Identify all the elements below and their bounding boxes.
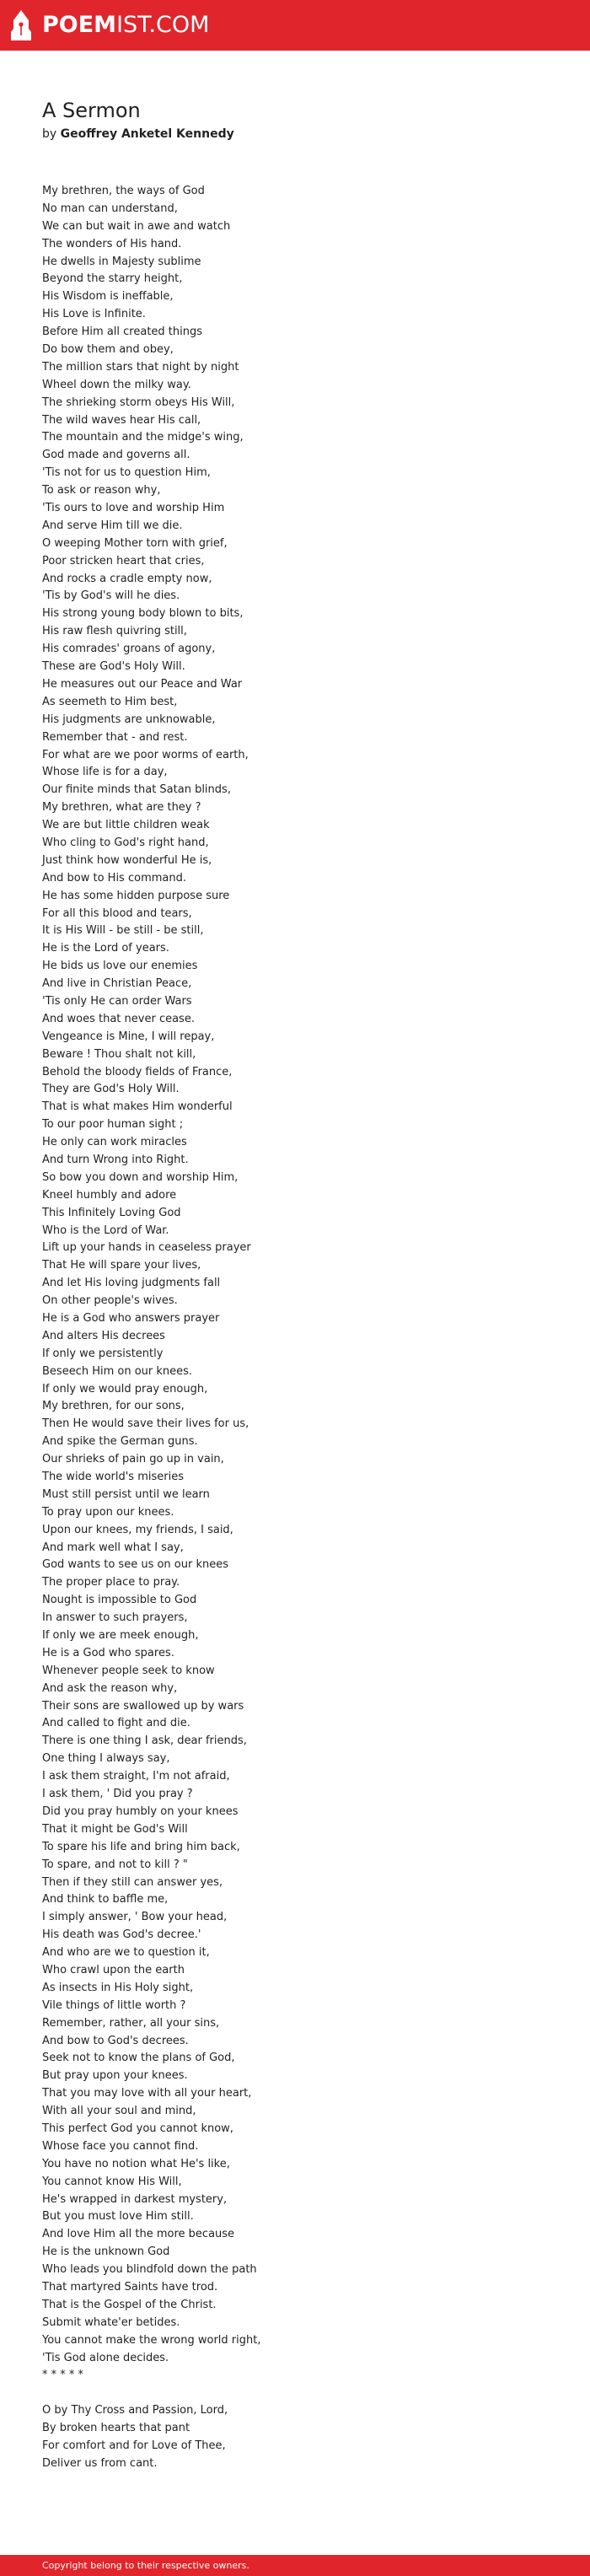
poem-line: 'Tis God alone decides.: [42, 2351, 169, 2364]
poem-line: Lift up your hands in ceaseless prayer: [42, 1241, 251, 1255]
poem-line: 'Tis not for us to question Him,: [42, 466, 211, 480]
poem-line: And let His loving judgments fall: [42, 1277, 221, 1290]
poem-line: O by Thy Cross and Passion, Lord,: [42, 2404, 228, 2417]
poem-line: Do bow them and obey,: [42, 343, 174, 357]
poem-line: His raw flesh quivring still,: [42, 625, 187, 638]
poem-line: Who leads you blindfold down the path: [42, 2263, 257, 2277]
poem-line: The wild waves hear His call,: [42, 413, 201, 427]
poem-line: And rocks a cradle empty now,: [42, 572, 212, 585]
poem-line: Vile things of little worth ?: [42, 1998, 186, 2012]
poem-line: Beseech Him on our knees.: [42, 1364, 193, 1378]
poem-line: Vengeance is Mine, I will repay,: [42, 1030, 215, 1043]
poem-line: But pray upon your knees.: [42, 2069, 188, 2083]
poem-line: Seek not to know the plans of God,: [42, 2052, 235, 2065]
poem-line: For what are we poor worms of earth,: [42, 748, 249, 761]
logo-wordmark-light: IST.COM: [116, 12, 210, 38]
poem-line: And woes that never cease.: [42, 1012, 195, 1025]
poem-line: That is what makes Him wonderful: [42, 1100, 233, 1114]
poem-line: I simply answer, ' Bow your head,: [42, 1911, 228, 1924]
poem-line: He bids us love our enemies: [42, 960, 198, 973]
poem-line: Who cling to God's right hand,: [42, 836, 209, 849]
poem-line: His Wisdom is ineffable,: [42, 290, 174, 304]
poem-line: That He will spare your lives,: [42, 1259, 201, 1272]
poem-line: And called to fight and die.: [42, 1717, 190, 1730]
poem-line: With all your soul and mind,: [42, 2105, 196, 2118]
poem-line: And spike the German guns.: [42, 1435, 198, 1449]
logo-wordmark: [42, 9, 209, 41]
poem-line: If only we persistently: [42, 1347, 164, 1360]
byline: [42, 126, 234, 143]
poem-line: I ask them, ' Did you pray ?: [42, 1788, 193, 1801]
site-logo[interactable]: [10, 9, 209, 41]
poem-line: And bow to His command.: [42, 871, 186, 885]
poem-line: That it might be God's Will: [42, 1822, 188, 1836]
poem-line: We can but wait in awe and watch: [42, 219, 231, 233]
poem-line: And alters His decrees: [42, 1329, 165, 1342]
poem-line: He is the unknown God: [42, 2245, 170, 2259]
logo-wordmark-bold: POEM: [42, 12, 117, 38]
pen-nib-icon: [10, 9, 32, 41]
poem-line: And ask the reason why,: [42, 1681, 178, 1695]
poem-line: That martyred Saints have trod.: [42, 2280, 218, 2294]
poem-line: For comfort and for Love of Thee,: [42, 2439, 226, 2452]
poem-line: And live in Christian Peace,: [42, 977, 192, 991]
poem-line: Remember, rather, all your sins,: [42, 2016, 220, 2030]
poem-line: His comrades' groans of agony,: [42, 643, 216, 656]
poem-line: He dwells in Majesty sublime: [42, 255, 201, 268]
poem-line: Whose face you cannot find.: [42, 2139, 199, 2153]
by-label: by: [42, 127, 57, 141]
poem-line: The wide world's miseries: [42, 1471, 184, 1484]
poem-line: His strong young body blown to bits,: [42, 607, 244, 621]
poem-line: Kneel humbly and adore: [42, 1188, 177, 1202]
poem-line: These are God's Holy Will.: [42, 660, 185, 674]
poem-body: [42, 183, 565, 2473]
poem-line: Did you pray humbly on your knees: [42, 1804, 239, 1818]
poem-line: He is a God who answers prayer: [42, 1312, 220, 1325]
poem-line: Just think how wonderful He is,: [42, 853, 212, 867]
poem-line: To ask or reason why,: [42, 484, 161, 497]
poem-line: You cannot make the wrong world right,: [42, 2333, 261, 2347]
poem-line: To pray upon our knees.: [42, 1505, 174, 1519]
poem-line: This perfect God you cannot know,: [42, 2122, 233, 2135]
poem-line: Beware ! Thou shalt not kill,: [42, 1047, 196, 1061]
poem-line: He measures out our Peace and War: [42, 677, 243, 691]
poem-line: Submit whate'er betides.: [42, 2315, 180, 2329]
poem-line: God made and governs all.: [42, 449, 190, 462]
poem-line: He only can work miracles: [42, 1136, 187, 1149]
poem-line: By broken hearts that pant: [42, 2422, 190, 2435]
poem-line: And serve Him till we die.: [42, 519, 183, 532]
author-link[interactable]: Geoffrey Anketel Kennedy: [60, 127, 234, 141]
stanza-break: [42, 2385, 565, 2402]
poem-line: Poor stricken heart that cries,: [42, 554, 205, 567]
poem-line: Then if they still can answer yes,: [42, 1875, 223, 1889]
poem-line: As insects in His Holy sight,: [42, 1981, 194, 1994]
poem-line: Who crawl upon the earth: [42, 1963, 185, 1976]
poem-line: Our shrieks of pain go up in vain,: [42, 1453, 224, 1466]
poem-line: In answer to such prayers,: [42, 1611, 188, 1625]
poem-line: And think to baffle me,: [42, 1893, 169, 1906]
poem-line: There is one thing I ask, dear friends,: [42, 1734, 247, 1748]
poem-line: My brethren, what are they ?: [42, 801, 201, 815]
site-footer: [0, 2555, 590, 2576]
poem-line: Upon our knees, my friends, I said,: [42, 1523, 233, 1536]
poem-line: * * * * *: [42, 2369, 84, 2382]
poem-line: To spare his life and bring him back,: [42, 1840, 240, 1853]
poem-line: The million stars that night by night: [42, 360, 239, 374]
poem-line: If only we would pray enough,: [42, 1382, 208, 1396]
poem-line: Beyond the starry height,: [42, 272, 183, 286]
poem-line: That you may love with all your heart,: [42, 2087, 252, 2100]
poem-line: He is a God who spares.: [42, 1646, 174, 1659]
poem-line: 'Tis by God's will he dies.: [42, 589, 180, 603]
poem-line: Who is the Lord of War.: [42, 1223, 169, 1237]
poem-line: Then He would save their lives for us,: [42, 1417, 249, 1431]
poem-line: No man can understand,: [42, 202, 178, 215]
poem-line: Whenever people seek to know: [42, 1664, 215, 1677]
poem-line: Before Him all created things: [42, 325, 203, 339]
poem-line: But you must love Him still.: [42, 2210, 194, 2224]
poem-line: You cannot know His Will,: [42, 2175, 182, 2188]
poem-line: My brethren, for our sons,: [42, 1400, 185, 1413]
poem-line: The mountain and the midge's wing,: [42, 431, 244, 444]
poem-line: 'Tis ours to love and worship Him: [42, 502, 225, 515]
poem-line: They are God's Holy Will.: [42, 1083, 180, 1096]
poem-line: As seemeth to Him best,: [42, 695, 178, 708]
poem-line: The shrieking storm obeys His Will,: [42, 395, 235, 409]
poem-line: His Love is Infinite.: [42, 308, 146, 321]
poem-line: For all this blood and tears,: [42, 906, 192, 920]
poem-line: His judgments are unknowable,: [42, 713, 216, 726]
poem-line: The proper place to pray.: [42, 1576, 180, 1589]
poem-line: He is the Lord of years.: [42, 942, 169, 955]
poem-line: And mark well what I say,: [42, 1541, 184, 1554]
poem-line: Must still persist until we learn: [42, 1487, 210, 1501]
poem-line: His death was God's decree.': [42, 1928, 201, 1942]
poem-line: Our finite minds that Satan blinds,: [42, 783, 231, 797]
poem-line: Wheel down the milky way.: [42, 378, 191, 391]
poem-line: Their sons are swallowed up by wars: [42, 1699, 244, 1713]
poem-line: And love Him all the more because: [42, 2228, 235, 2241]
poem-line: My brethren, the ways of God: [42, 185, 205, 197]
poem-line: And bow to God's decrees.: [42, 2034, 189, 2047]
poem-line: It is His Will - be still - be still,: [42, 924, 204, 938]
poem-line: To our poor human sight ;: [42, 1118, 184, 1132]
poem-line: The wonders of His hand.: [42, 237, 182, 250]
site-header: [0, 0, 590, 51]
poem-line: This Infinitely Loving God: [42, 1206, 181, 1219]
poem-line: And turn Wrong into Right.: [42, 1153, 189, 1166]
poem-line: You have no notion what He's like,: [42, 2157, 230, 2170]
poem-line: 'Tis only He can order Wars: [42, 994, 192, 1008]
poem-line: Nought is impossible to God: [42, 1594, 197, 1607]
poem-line: I ask them straight, I'm not afraid,: [42, 1770, 230, 1783]
poem-line: O weeping Mother torn with grief,: [42, 536, 228, 550]
poem-line: If only we are meek enough,: [42, 1629, 199, 1643]
poem-line: So bow you down and worship Him,: [42, 1170, 239, 1184]
poem-line: He's wrapped in darkest mystery,: [42, 2192, 228, 2206]
copyright-notice: Copyright belong to their respective owners.: [42, 2560, 249, 2571]
poem-line: He has some hidden purpose sure: [42, 889, 230, 902]
poem-line: One thing I always say,: [42, 1752, 170, 1766]
poem-line: God wants to see us on our knees: [42, 1558, 229, 1572]
poem-line: And who are we to question it,: [42, 1946, 210, 1960]
poem-title: A Sermon: [42, 99, 141, 122]
poem-line: Deliver us from cant.: [42, 2456, 158, 2470]
poem-line: On other people's wives.: [42, 1294, 178, 1308]
poem-line: Remember that - and rest.: [42, 730, 188, 744]
poem-line: That is the Gospel of the Christ.: [42, 2298, 217, 2311]
poem-line: Behold the bloody fields of France,: [42, 1065, 233, 1078]
poem-line: We are but little children weak: [42, 819, 210, 832]
poem-line: To spare, and not to kill ? ": [42, 1858, 188, 1871]
poem-line: Whose life is for a day,: [42, 766, 168, 779]
